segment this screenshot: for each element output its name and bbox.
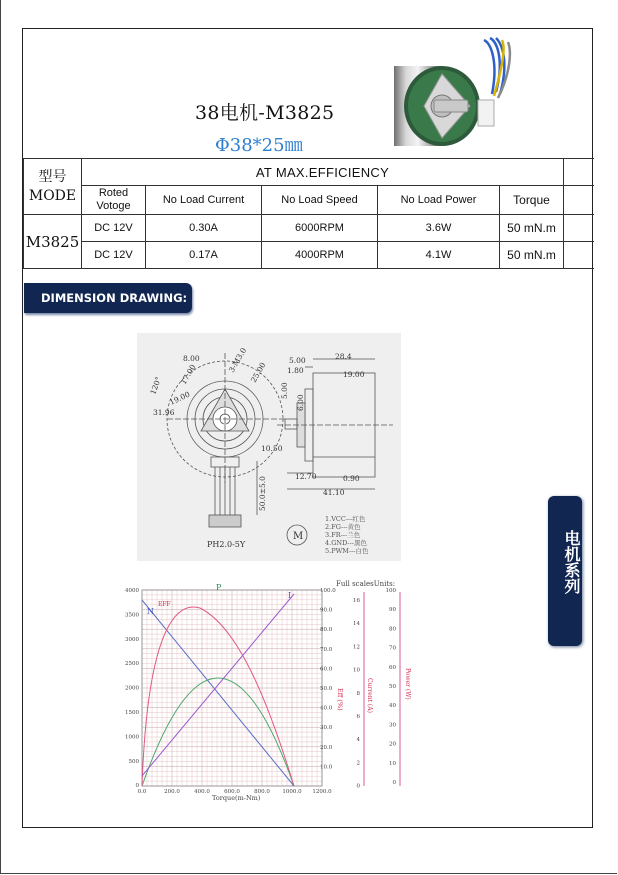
eff-axis-title: Eff (%) xyxy=(336,688,344,711)
dim-label: 8.00 xyxy=(183,354,200,363)
current-tick-label: 12 xyxy=(353,644,360,651)
power-axis-title: Power (W) xyxy=(404,668,411,700)
speed-tick-label: 3000 xyxy=(125,636,139,643)
model-value: M3825 xyxy=(24,215,82,269)
model-label-en: MODE xyxy=(28,187,77,204)
model-header-cell xyxy=(24,159,82,215)
eff-tick-label: 100.0 xyxy=(320,588,336,594)
wire-label: 3.FR---兰色 xyxy=(325,531,361,539)
dim-label: 10.50 xyxy=(261,444,283,453)
current-tick-label: 10 xyxy=(353,667,360,674)
dimension-drawing-badge: DIMENSION DRAWING: xyxy=(24,283,192,313)
wire-label: 2.FG---黄色 xyxy=(325,523,361,531)
column-header: No Load Power xyxy=(378,186,500,215)
dim-label: 120° xyxy=(148,375,164,396)
torque-tick-label: 800.0 xyxy=(254,789,270,795)
dim-label: 6.00 xyxy=(296,394,305,411)
curve-label-eff: EFF xyxy=(158,601,171,608)
curve-label-p: P xyxy=(216,583,222,592)
motor-series-badge xyxy=(548,496,582,646)
dim-label: 17.00 xyxy=(178,362,198,386)
eff-tick-label: 60.0 xyxy=(320,666,333,673)
column-header: Torque xyxy=(500,186,564,215)
power-tick-label: 80 xyxy=(389,626,396,633)
dim-label: 1.80 xyxy=(287,366,304,375)
curve-label-n: N xyxy=(147,607,154,616)
current-tick-label: 8 xyxy=(356,690,360,697)
dim-label: 12.70 xyxy=(295,472,317,481)
current-tick-label: 0 xyxy=(356,783,360,790)
dimension-drawing xyxy=(137,333,401,561)
chart-grid xyxy=(142,590,322,786)
motor-photo xyxy=(380,34,520,156)
power-tick-label: 20 xyxy=(389,741,396,748)
eff-tick-label: 80.0 xyxy=(320,627,333,634)
table-cell: DC 12V xyxy=(82,242,146,269)
power-tick-label: 0 xyxy=(392,780,396,786)
torque-tick-label: 200.0 xyxy=(164,789,180,795)
torque-tick-label: 0.0 xyxy=(137,789,147,795)
speed-tick-label: 0 xyxy=(135,783,139,790)
table-cell: 50 mN.m xyxy=(500,242,564,269)
speed-tick-label: 1000 xyxy=(125,734,139,741)
dim-label: 5.00 xyxy=(289,356,306,365)
curve-label-i: I xyxy=(288,591,292,600)
speed-tick-label: 2500 xyxy=(125,661,139,668)
power-tick-label: 30 xyxy=(389,722,396,729)
eff-tick-label: 10.0 xyxy=(320,764,333,771)
power-tick-label: 60 xyxy=(389,664,396,671)
x-axis-title: Torque(m-Nm) xyxy=(212,794,261,802)
table-cell: 4000RPM xyxy=(262,242,378,269)
power-tick-label: 10 xyxy=(389,760,396,767)
dim-label: 28.4 xyxy=(335,352,352,361)
chart-units-header: Full scalesUnits: xyxy=(336,580,396,588)
speed-tick-label: 3500 xyxy=(125,612,139,619)
table-cell: 0.30A xyxy=(146,215,262,242)
dim-label: 0.90 xyxy=(343,474,360,483)
torque-tick-label: 1200.0 xyxy=(312,789,332,795)
table-cell: 6000RPM xyxy=(262,215,378,242)
column-header: No Load Current xyxy=(146,186,262,215)
table-cell: 4.1W xyxy=(378,242,500,269)
power-tick-label: 40 xyxy=(389,703,396,710)
performance-chart xyxy=(120,578,420,804)
torque-tick-label: 1000.0 xyxy=(282,789,302,795)
table-cell: 0.17A xyxy=(146,242,262,269)
wire-label: 5.PWM---白色 xyxy=(325,547,369,555)
page-subtitle: Φ38*25㎜ xyxy=(215,135,303,156)
section-title: AT MAX.EFFICIENCY xyxy=(82,159,564,186)
eff-tick-label: 70.0 xyxy=(320,646,333,653)
series-label: 电机系列 xyxy=(562,530,581,594)
column-header: Roted Votoge xyxy=(82,186,146,215)
torque-tick-label: 600.0 xyxy=(224,789,240,795)
current-tick-label: 4 xyxy=(356,737,360,744)
dim-label: 41.10 xyxy=(323,488,345,497)
dim-label: 19.00 xyxy=(343,370,365,379)
dim-label: 25.00 xyxy=(248,360,268,384)
wire-label: 1.VCC---红色 xyxy=(325,515,366,523)
eff-tick-label: 40.0 xyxy=(320,705,333,712)
dim-label: 31.96 xyxy=(153,408,175,417)
speed-tick-label: 1500 xyxy=(125,710,139,716)
current-tick-label: 16 xyxy=(353,598,360,604)
eff-tick-label: 20.0 xyxy=(320,744,333,751)
dim-label: 50.0±5.0 xyxy=(258,476,267,511)
connector-label: PH2.0-5Y xyxy=(207,540,246,549)
column-header: No Load Speed xyxy=(262,186,378,215)
eff-tick-label: 90.0 xyxy=(320,607,333,614)
speed-tick-label: 2000 xyxy=(125,685,139,692)
spec-table xyxy=(23,158,594,269)
speed-tick-label: 500 xyxy=(128,758,139,765)
model-label-cn: 型号 xyxy=(38,168,67,185)
page-title: 38电机-M3825 xyxy=(195,102,335,124)
dim-label: 5.00 xyxy=(280,382,289,399)
power-tick-label: 50 xyxy=(389,684,396,690)
motor-symbol: M xyxy=(293,531,304,542)
table-cell: 3.6W xyxy=(378,215,500,242)
torque-tick-label: 400.0 xyxy=(194,789,210,795)
current-tick-label: 14 xyxy=(353,621,360,628)
current-tick-label: 2 xyxy=(356,760,360,767)
efficiency-curve xyxy=(142,607,294,786)
current-tick-label: 6 xyxy=(356,714,360,720)
power-tick-label: 70 xyxy=(389,645,396,652)
eff-tick-label: 50.0 xyxy=(320,686,333,692)
current-axis-title: Current (A) xyxy=(366,678,373,713)
dim-label: 3-M3.0 xyxy=(226,346,249,374)
power-tick-label: 100 xyxy=(385,588,396,594)
eff-tick-label: 30.0 xyxy=(320,725,333,732)
wire-label: 4.GND---黑色 xyxy=(325,539,368,547)
speed-tick-label: 4000 xyxy=(125,588,139,594)
dim-label: 19.00 xyxy=(168,389,192,407)
power-tick-label: 90 xyxy=(389,607,396,614)
table-cell: DC 12V xyxy=(82,215,146,242)
table-cell: 50 mN.m xyxy=(500,215,564,242)
